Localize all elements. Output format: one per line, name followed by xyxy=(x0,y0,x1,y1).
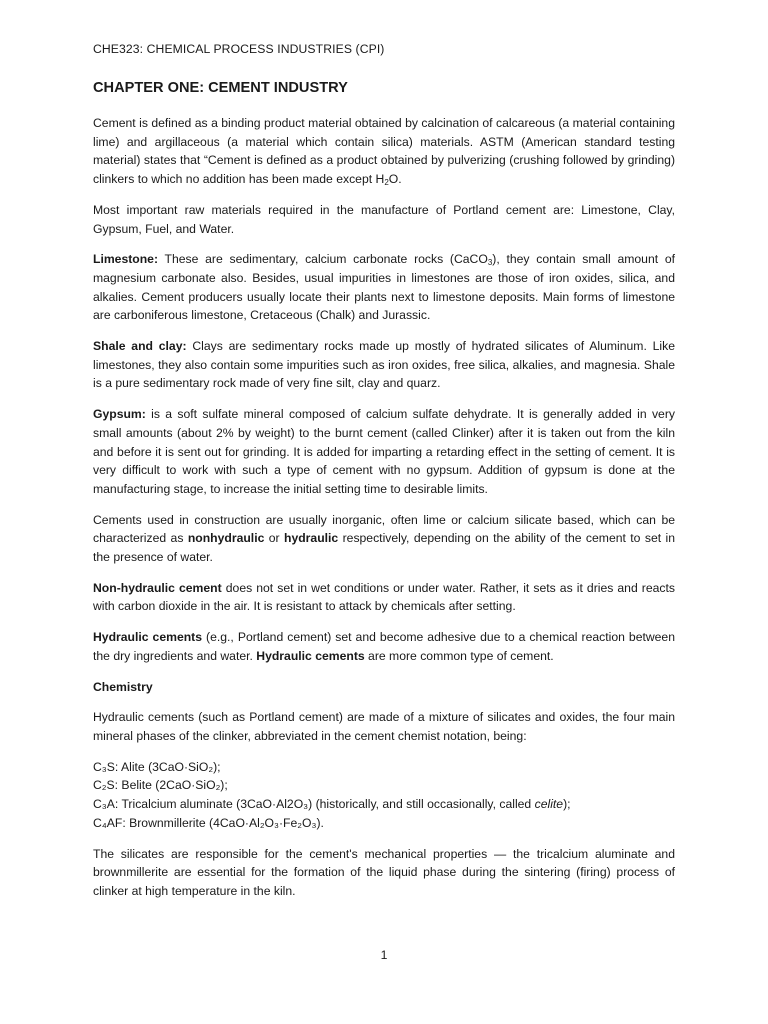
formula-c2s: C₂S: Belite (2CaO·SiO₂); xyxy=(93,778,228,793)
mineral-phase-list xyxy=(93,758,675,833)
shale-label: Shale and clay: xyxy=(93,339,187,354)
chapter-title: CHAPTER ONE: CEMENT INDUSTRY xyxy=(93,80,348,96)
gypsum-label: Gypsum: xyxy=(93,407,146,422)
paragraph-construction: Cements used in construction are usually inorganic, often lime or calcium silicate based, which can be characterized as nonhydraulic or hydraulic respectively, depending on the ability of the cement to set in the presence of water. xyxy=(93,512,675,565)
paragraph-non-hydraulic: Non-hydraulic cement does not set in wet conditions or under water. Rather, it sets as it dries and reacts with carbon dioxide in the air. It is resistant to attack by chemicals after setting. xyxy=(93,580,675,614)
document-page xyxy=(93,42,675,913)
formula-c3a: C₃A: Tricalcium aluminate (3CaO·Al2O₃) (historically, and still occasionally, called celite); xyxy=(93,797,571,812)
paragraph-hydraulic: Hydraulic cements (e.g., Portland cement) set and become adhesive due to a chemical reaction between the dry ingredients and water. Hydraulic cements are more common type of cement. xyxy=(93,630,675,663)
non-hydraulic-label: Non-hydraulic cement xyxy=(93,580,222,595)
running-header: CHE323: CHEMICAL PROCESS INDUSTRIES (CPI) xyxy=(93,42,385,56)
paragraph-silicates: The silicates are responsible for the cement's mechanical properties — the tricalcium aluminate and brownmillerite are essential for the formation of the liquid phase during the sintering (firing) process of clinker at high temperature in the kiln. xyxy=(93,846,675,898)
paragraph-gypsum: Gypsum: is a soft sulfate mineral composed of calcium sulfate dehydrate. It is generally added in very small amounts (about 2% by weight) to the burnt cement (called Clinker) after it is taken out from the kiln and before it is sent out for grinding. It is added for imparting a retarding effect in the setting of cement. It is very difficult to work with such a type of cement with no gypsum. Addition of gypsum is done at the manufacturing stage, to increase the initial setting time to desirable limits. xyxy=(93,407,675,496)
formula-c4af: C₄AF: Brownmillerite (4CaO·Al₂O₃·Fe₂O₃). xyxy=(93,815,324,830)
limestone-label: Limestone: xyxy=(93,252,159,267)
paragraph-chemistry-intro: Hydraulic cements (such as Portland cement) are made of a mixture of silicates and oxides, the four main mineral phases of the clinker, abbreviated in the cement chemist notation, being: xyxy=(93,710,675,743)
chemistry-heading: Chemistry xyxy=(93,679,153,694)
formula-c3s: C₃S: Alite (3CaO·SiO₂); xyxy=(93,759,221,774)
hydraulic-label: Hydraulic cements xyxy=(93,630,203,645)
page-number: 1 xyxy=(380,948,388,962)
paragraph-shale-clay: Shale and clay: Clays are sedimentary rocks made up mostly of hydrated silicates of Aluminum. Like limestones, they also contain some impurities such as iron oxides, free silica, alkalies, and magnesia. Shale is a pure sedimentary rock made of very fine silt, clay and quarz. xyxy=(93,339,675,391)
paragraph-raw-materials: Most important raw materials required in the manufacture of Portland cement are: Limestone, Clay, Gypsum, Fuel, and Water. xyxy=(93,202,675,236)
paragraph-cement-definition: Cement is defined as a binding product material obtained by calcination of calcareous (a material containing lime) and argillaceous (a material which contain silica) materials. ASTM (American standard testing material) states that “Cement is defined as a product obtained by pulverizing (crushing followed by grinding) clinkers to which no addition has been made except $H_2O$. xyxy=(93,116,675,188)
paragraph-limestone: Limestone: These are sedimentary, calcium carbonate rocks (CaCO$_3$), they contain small amount of magnesium carbonate also. Besides, usual impurities in limestones are those of iron oxides, silica, and alkalies. Cement producers usually locate their plants next to limestone deposits. Main forms of limestone are carboniferous limestone, Cretaceous (Chalk) and Jurassic. xyxy=(93,252,676,323)
